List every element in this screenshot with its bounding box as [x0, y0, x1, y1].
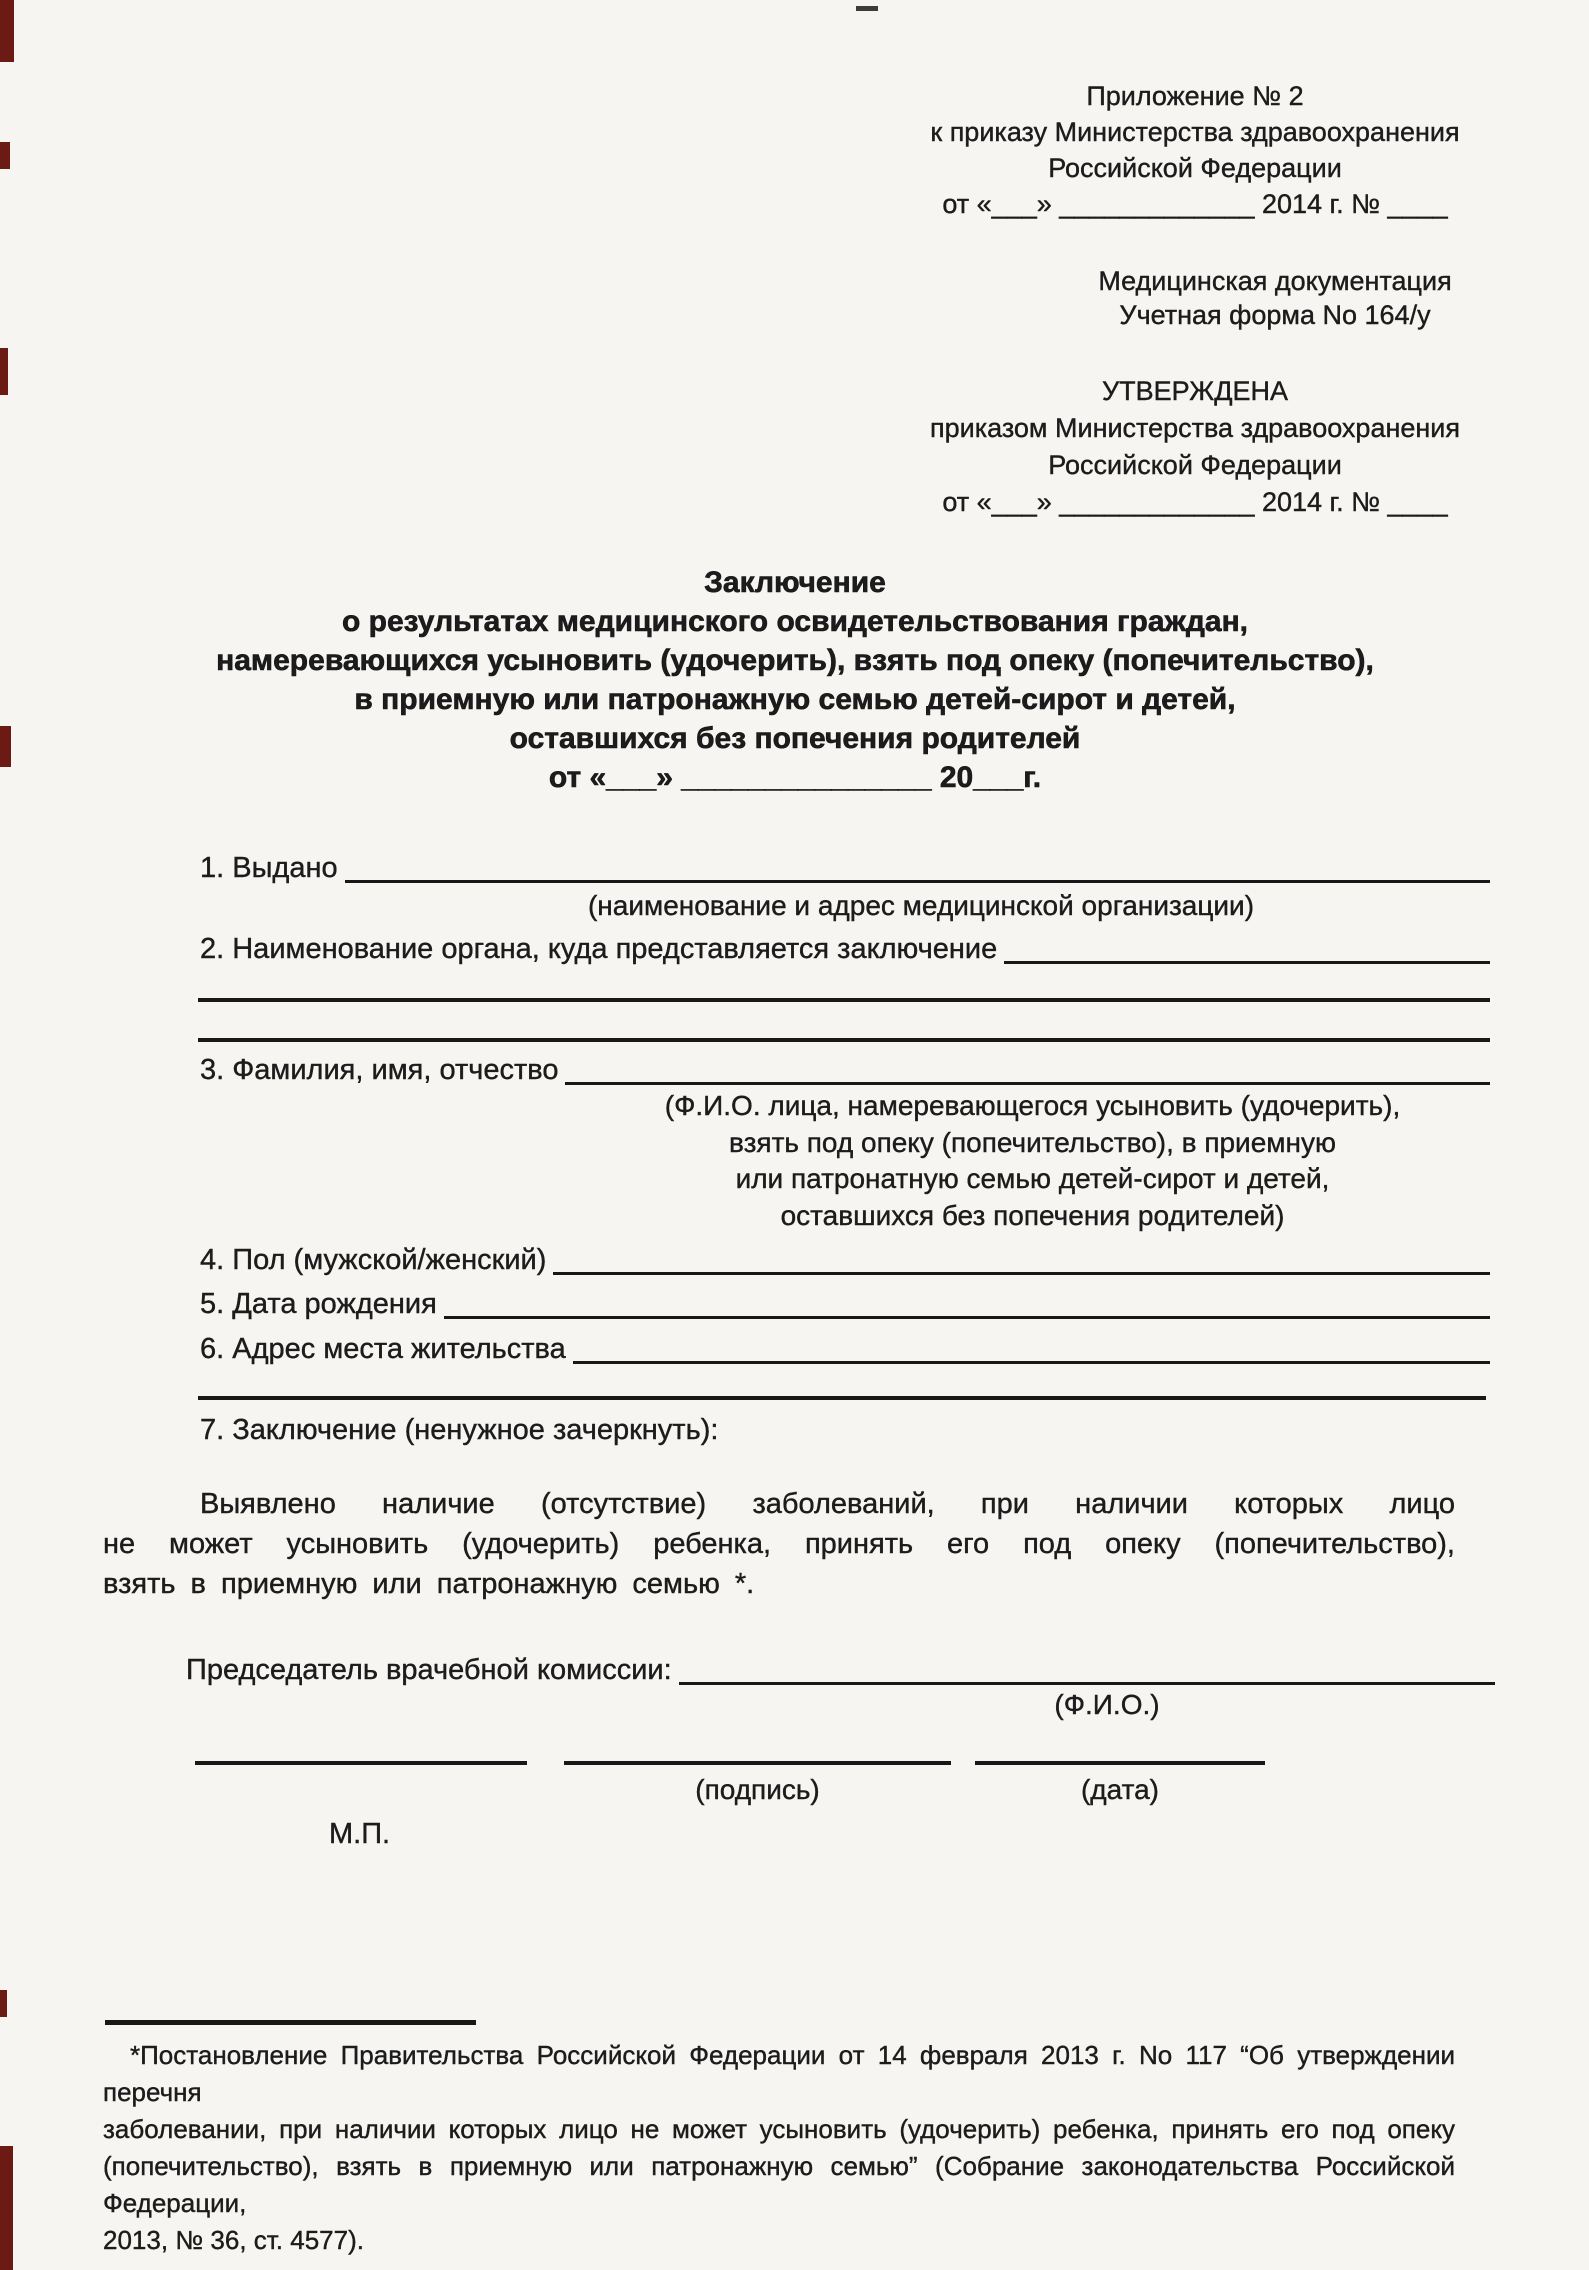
scan-artifact — [0, 726, 11, 767]
field-fullname-label: 3. Фамилия, имя, отчество — [200, 1054, 559, 1086]
field-issued-row — [200, 848, 1490, 888]
title-line: Заключение — [704, 566, 886, 599]
commission-chair-row — [186, 1650, 1495, 1690]
scan-artifact — [0, 1990, 7, 2017]
date-line — [975, 1761, 1265, 1765]
field-authority-blank-line — [198, 1038, 1490, 1042]
conclusion-line: Выявлено наличие (отсутствие) заболеваний, при наличии которых лицо — [200, 1488, 1455, 1520]
field-birthdate-label: 5. Дата рождения — [200, 1288, 437, 1320]
conclusion-line: не может усыновить (удочерить) ребенка, принять его под опеку (попечительство), — [103, 1528, 1455, 1560]
field-sex-label: 4. Пол (мужской/женский) — [200, 1244, 547, 1276]
approved-block — [900, 373, 1490, 521]
field-address-label: 6. Адрес места жительства — [200, 1333, 566, 1365]
footnote-line: (попечительство), взять в приемную или патронажную семью” (Собрание законодательства Российской Федерации, — [103, 2151, 1455, 2218]
field-fullname-row — [200, 1050, 1490, 1090]
appendix-line: Российской Федерации — [1048, 153, 1342, 183]
fio-caption: (Ф.И.О.) — [1054, 1689, 1160, 1720]
stamp-placeholder: М.П. — [329, 1818, 391, 1850]
field-sex-blank — [553, 1240, 1490, 1275]
approved-line: УТВЕРЖДЕНА — [1101, 376, 1289, 406]
field-authority-blank-line — [198, 998, 1490, 1002]
scan-artifact — [0, 142, 10, 169]
footnote-line: 2013, № 36, ст. 4577). — [103, 2225, 364, 2255]
fullname-caption-line: (Ф.И.О. лица, намеревающегося усыновить (удочерить), — [664, 1090, 1401, 1121]
approved-line: приказом Министерства здравоохранения — [930, 413, 1460, 443]
field-sex-row — [200, 1240, 1490, 1280]
scan-artifact — [0, 0, 14, 62]
fullname-caption-line: или патронатную семью детей-сирот и детей, — [735, 1163, 1330, 1194]
scan-speck — [856, 6, 878, 11]
field-address-blank — [573, 1329, 1490, 1364]
scan-artifact — [0, 348, 8, 395]
field-authority-blank — [1004, 929, 1490, 964]
footnote-separator — [105, 2020, 476, 2025]
approved-line: Российской Федерации — [1048, 450, 1342, 480]
field-issued-blank — [345, 848, 1490, 883]
document-title — [75, 563, 1515, 797]
field-issued-caption: (наименование и адрес медицинской организации) — [587, 890, 1255, 921]
appendix-line: к приказу Министерства здравоохранения — [930, 117, 1460, 147]
field-fullname-caption — [575, 1088, 1490, 1234]
field-birthdate-row — [200, 1284, 1490, 1324]
conclusion-line: взять в приемную или патронажную семью *. — [103, 1568, 755, 1600]
field-issued-label: 1. Выдано — [200, 852, 338, 884]
conclusion-paragraph — [103, 1484, 1455, 1604]
footnote-line: заболевании, при наличии которых лицо не может усыновить (удочерить) ребенка, принять его под опеку — [103, 2114, 1455, 2144]
footnote-line: *Постановление Правительства Российской Федерации от 14 февраля 2013 г. No 117 “Об утверждении перечня — [103, 2040, 1455, 2107]
field-address-blank-line — [198, 1396, 1486, 1400]
approved-date-line: от «___» _____________ 2014 г. № ____ — [942, 487, 1448, 517]
commission-chair-blank — [679, 1650, 1495, 1685]
field-authority-row — [200, 929, 1490, 969]
field-birthdate-blank — [444, 1284, 1490, 1319]
field-address-row — [200, 1329, 1490, 1369]
signature-line — [564, 1761, 951, 1765]
title-line: оставшихся без попечения родителей — [509, 722, 1081, 755]
field-fullname-blank — [565, 1050, 1490, 1085]
field-conclusion-label: 7. Заключение (ненужное зачеркнуть): — [200, 1414, 719, 1446]
field-authority-label: 2. Наименование органа, куда представляется заключение — [200, 933, 998, 965]
appendix-block — [900, 78, 1490, 222]
fullname-caption-line: взять под опеку (попечительство), в приемную — [729, 1126, 1336, 1158]
med-doc-line: Медицинская документация — [1098, 266, 1452, 296]
stamp-line — [195, 1761, 527, 1765]
title-line: в приемную или патронажную семью детей-сирот и детей, — [354, 683, 1236, 716]
footnote — [103, 2037, 1455, 2259]
title-line: намеревающихся усыновить (удочерить), взять под опеку (попечительство), — [216, 644, 1374, 677]
form-number: Учетная форма No 164/у — [1119, 300, 1431, 330]
appendix-date-line: от «___» _____________ 2014 г. № ____ — [942, 189, 1448, 219]
appendix-line: Приложение № 2 — [1086, 81, 1304, 111]
scan-artifact — [0, 2146, 13, 2270]
med-doc-block — [1060, 264, 1490, 332]
date-caption: (дата) — [1080, 1774, 1160, 1805]
commission-chair-label: Председатель врачебной комиссии: — [186, 1654, 672, 1686]
title-date-line: от «___» _______________ 20___г. — [548, 761, 1042, 794]
fullname-caption-line: оставшихся без попечения родителей) — [780, 1199, 1285, 1231]
signature-caption: (подпись) — [695, 1774, 820, 1805]
title-line: о результатах медицинского освидетельствования граждан, — [341, 605, 1249, 638]
